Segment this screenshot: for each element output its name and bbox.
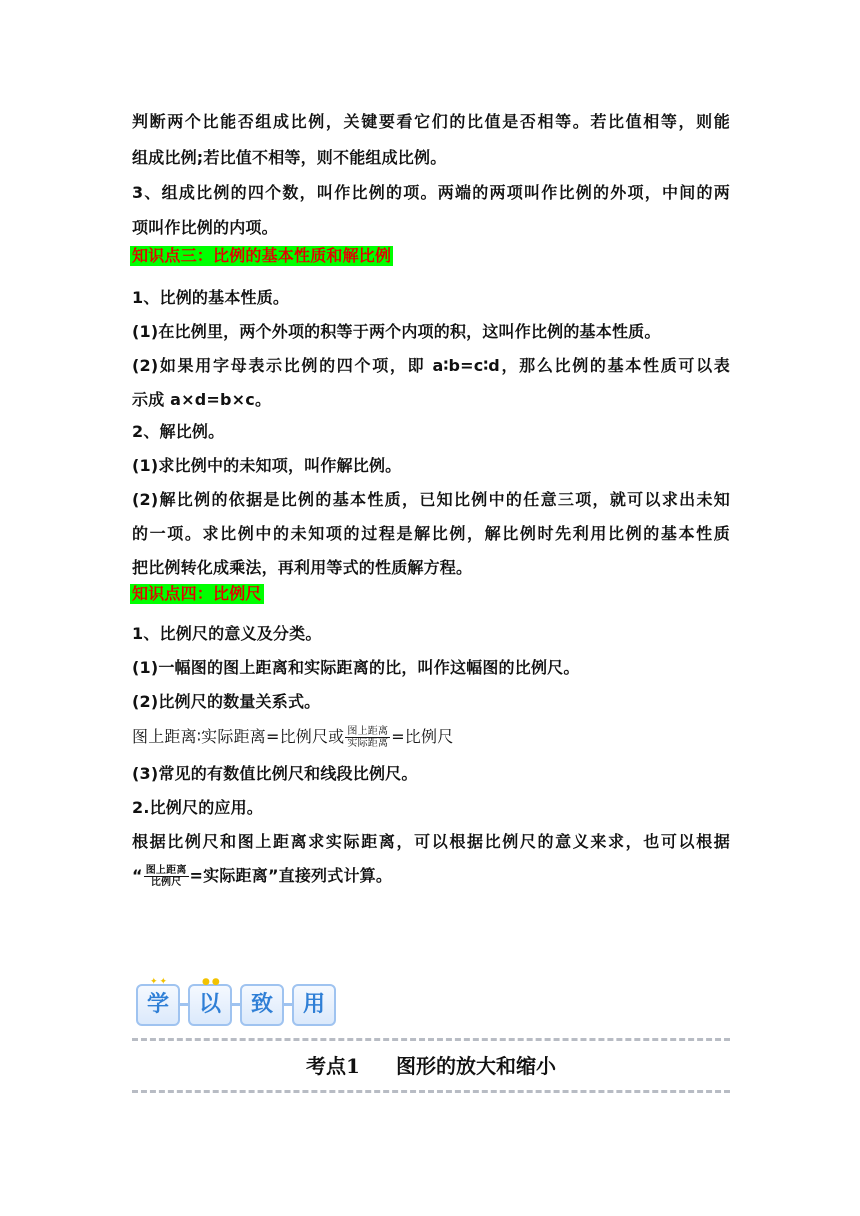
section-heading-3 (130, 246, 393, 266)
fraction-numerator: 图上距离 (347, 726, 389, 737)
fraction-numerator: 图上距离 (145, 865, 187, 876)
paragraph-line: 2.比例尺的应用。 (132, 798, 264, 817)
sparkle-icon: ✦✦ (150, 977, 170, 987)
section-label: 考点1 (306, 1054, 360, 1078)
formula-text: 图上距离∶实际距离=比例尺或 (132, 727, 345, 746)
fraction-denominator: 比例尺 (150, 877, 182, 888)
paragraph-line: 组成比例;若比值不相等，则不能组成比例。 (132, 148, 447, 167)
banner-char: 学 (146, 992, 169, 1017)
fraction (144, 865, 189, 888)
paragraph-line: (2)比例尺的数量关系式。 (132, 692, 321, 711)
banner-tile (188, 977, 232, 1026)
sparkle-icon: ●● (202, 977, 222, 987)
tile-connector (284, 1003, 292, 1006)
paragraph-line: (1)求比例中的未知项，叫作解比例。 (132, 456, 402, 475)
paragraph-line: 3、组成比例的四个数，叫作比例的项。两端的两项叫作比例的外项，中间的两 (132, 183, 730, 202)
paragraph-line: 项叫作比例的内项。 (132, 218, 278, 237)
banner-char: 用 (302, 992, 325, 1017)
banner-tile (240, 984, 284, 1026)
paragraph-line: (2)解比例的依据是比例的基本性质，已知比例中的任意三项，就可以求出未知 (132, 490, 730, 509)
tile-connector (180, 1003, 188, 1006)
paragraph-line: 1、比例的基本性质。 (132, 288, 290, 307)
paragraph-line: (3)常见的有数值比例尺和线段比例尺。 (132, 764, 418, 783)
formula-line (132, 724, 453, 750)
highlighted-heading: 知识点四：比例尺 (132, 584, 262, 603)
quote-open: “ (132, 866, 143, 885)
highlighted-heading: 知识点三：比例的基本性质和解比例 (132, 246, 392, 265)
fraction (345, 726, 390, 749)
banner-char: 以 (198, 992, 221, 1017)
paragraph-line: (1)在比例里，两个外项的积等于两个内项的积，这叫作比例的基本性质。 (132, 322, 661, 341)
section-heading-4 (130, 584, 264, 604)
fraction-denominator: 实际距离 (347, 738, 389, 749)
paragraph-line: (2)如果用字母表示比例的四个项，即 a∶b=c∶d，那么比例的基本性质可以表 (132, 356, 730, 375)
dashed-divider-top (132, 1038, 730, 1041)
paragraph-line: 的一项。求比例中的未知项的过程是解比例，解比例时先利用比例的基本性质 (132, 524, 730, 543)
paragraph-line: 判断两个比能否组成比例，关键要看它们的比值是否相等。若比值相等，则能 (132, 112, 730, 131)
banner-char: 致 (250, 992, 273, 1017)
section-title (132, 1052, 730, 1080)
paragraph-line: 示成 a×d=b×c。 (132, 390, 272, 409)
tile-connector (232, 1003, 240, 1006)
banner-tile (136, 977, 180, 1026)
paragraph-line: 把比例转化成乘法，再利用等式的性质解方程。 (132, 558, 473, 577)
banner-tile (292, 984, 336, 1026)
formula-line (132, 862, 392, 890)
formula-text: =比例尺 (391, 727, 454, 746)
formula-text: =实际距离”直接列式计算。 (189, 866, 393, 885)
section-title-text: 图形的放大和缩小 (395, 1054, 556, 1078)
paragraph-line: 1、比例尺的意义及分类。 (132, 624, 322, 643)
paragraph-line: 2、解比例。 (132, 422, 225, 441)
xue-yi-zhi-yong-banner (136, 978, 346, 1030)
paragraph-line: 根据比例尺和图上距离求实际距离，可以根据比例尺的意义来求，也可以根据 (132, 832, 730, 851)
dashed-divider-bottom (132, 1090, 730, 1093)
paragraph-line: (1)一幅图的图上距离和实际距离的比，叫作这幅图的比例尺。 (132, 658, 580, 677)
